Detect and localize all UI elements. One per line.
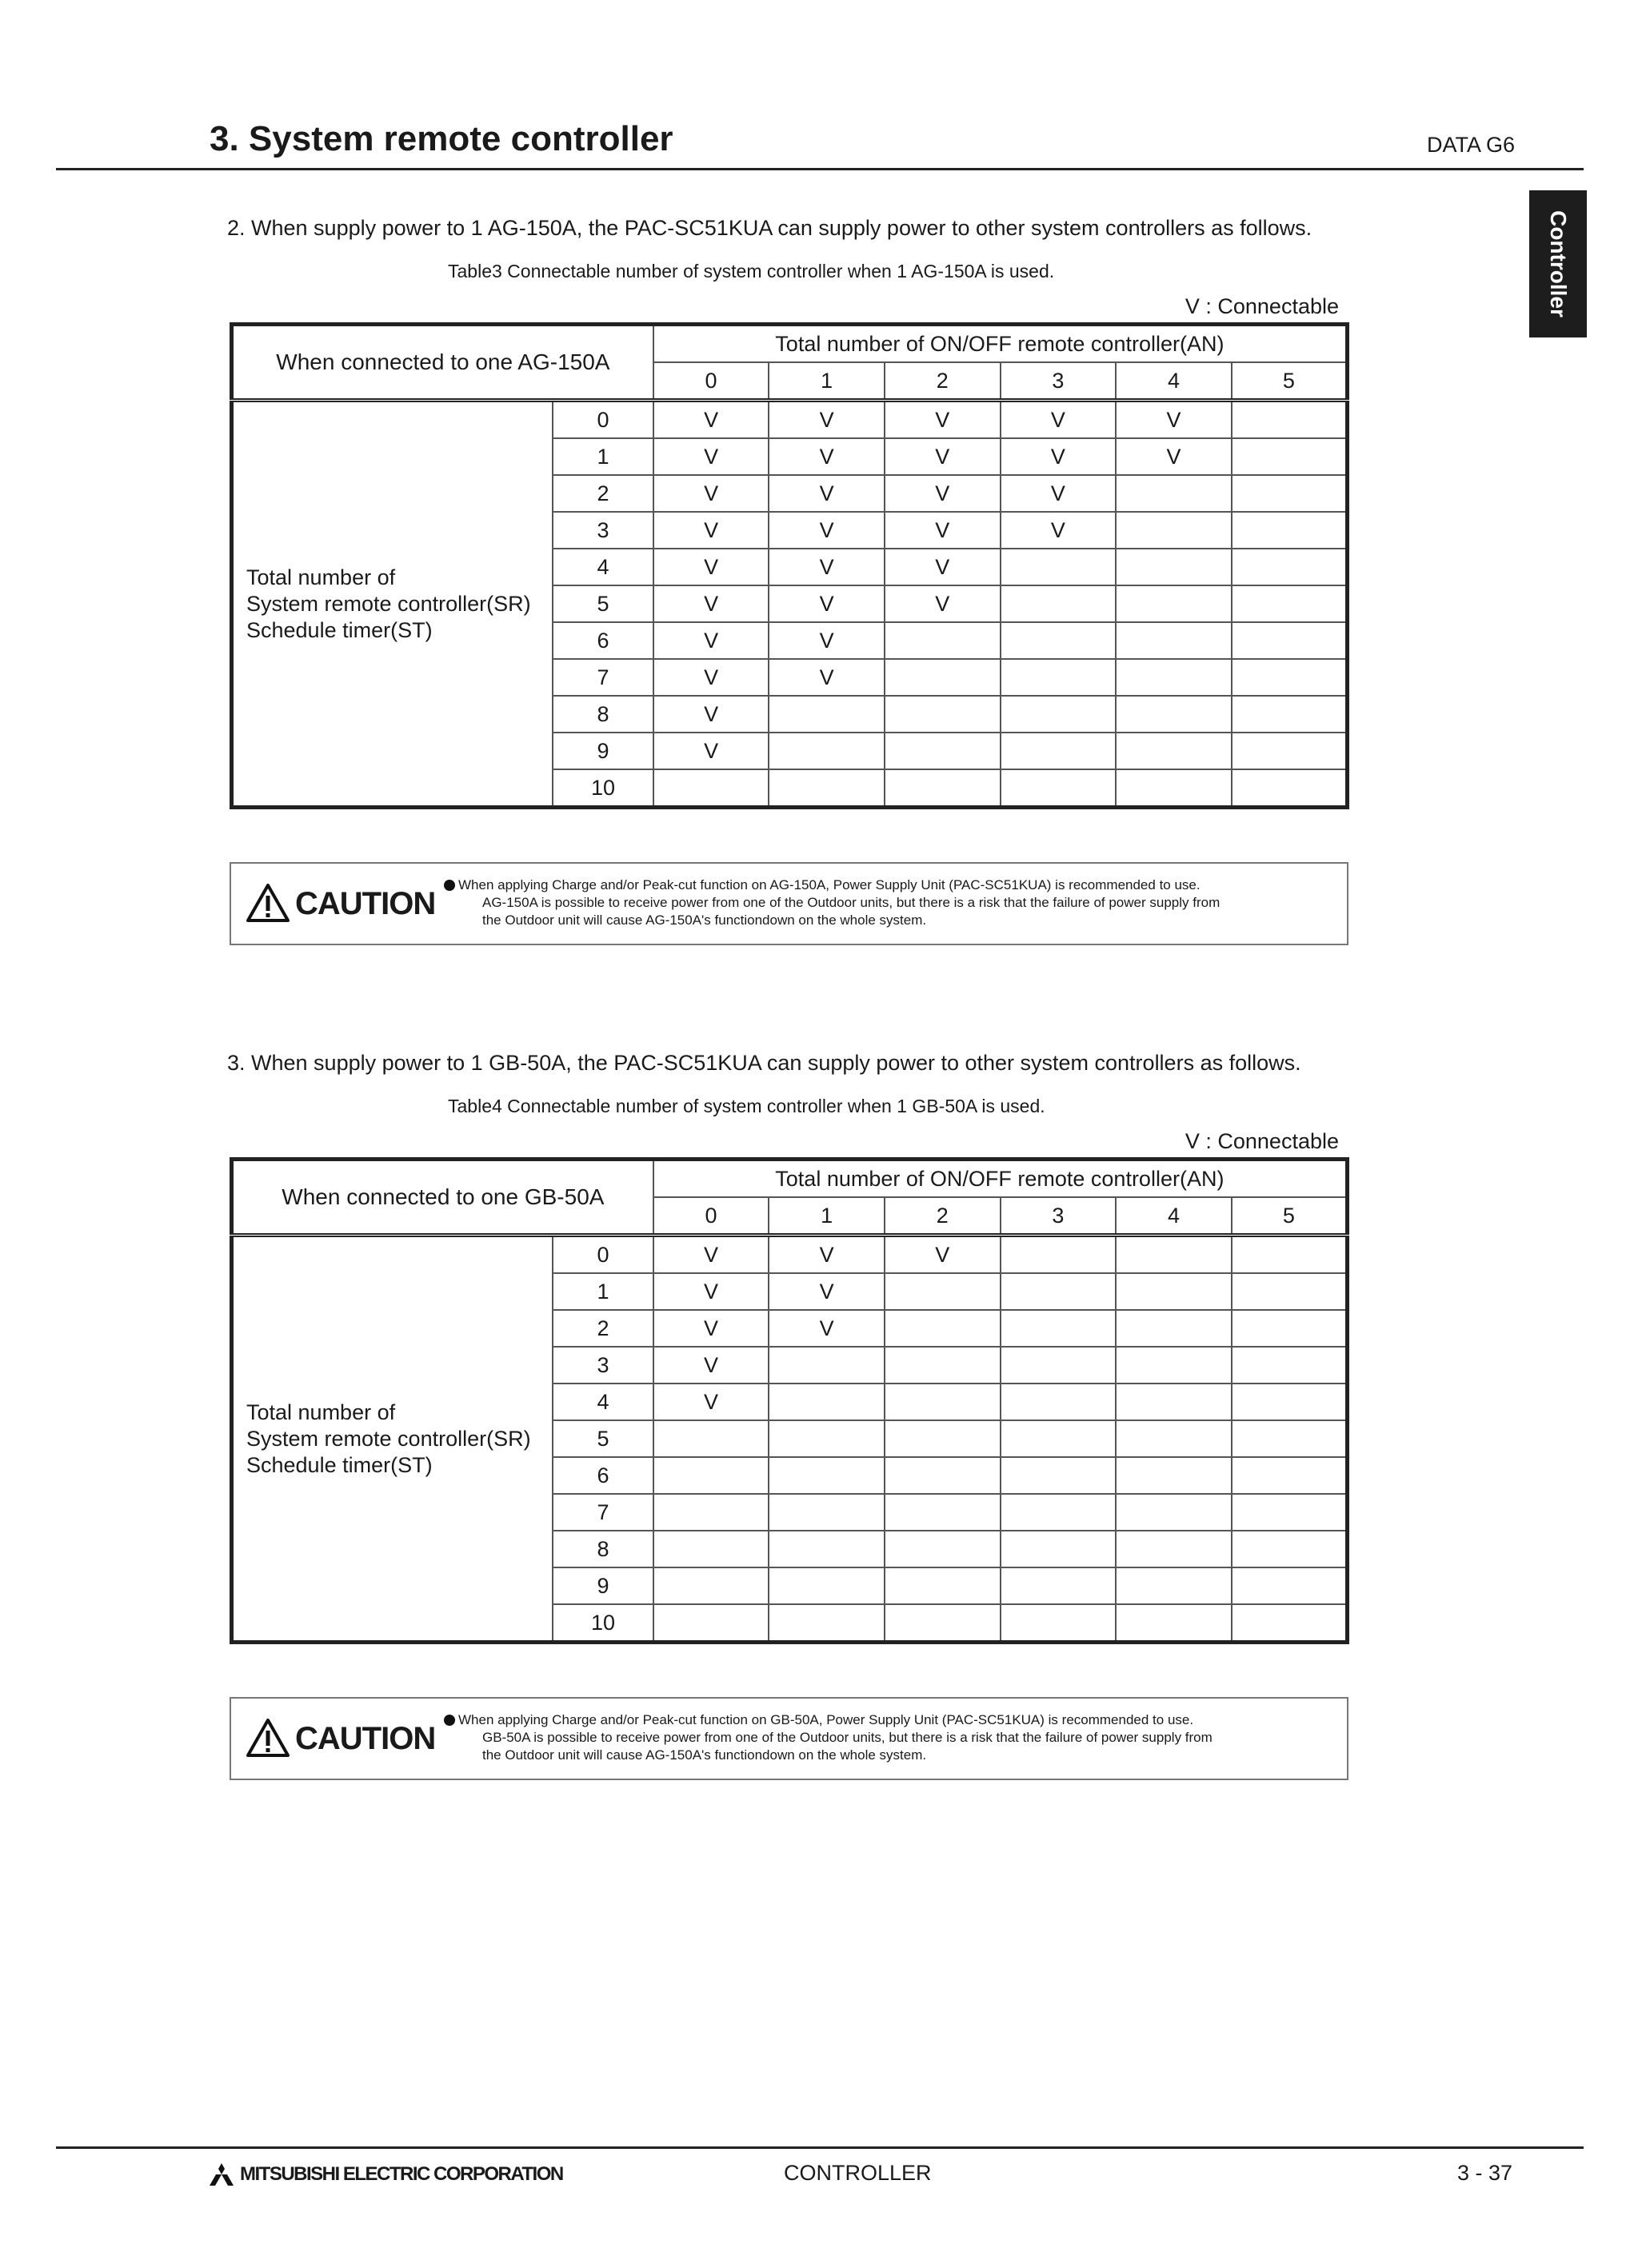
connectable-cell	[653, 1457, 769, 1494]
connectable-cell	[1116, 512, 1232, 549]
table3-legend: V : Connectable	[1185, 294, 1339, 318]
connectable-cell	[1001, 585, 1117, 622]
connectable-cell: V	[885, 401, 1001, 439]
sr-value-cell: 4	[553, 1384, 653, 1420]
sr-value-cell: 9	[553, 733, 653, 769]
connectable-cell	[1001, 769, 1117, 808]
connectable-cell	[1116, 1236, 1232, 1274]
connectable-cell	[1116, 733, 1232, 769]
connectable-cell	[1116, 549, 1232, 585]
caution-line: the Outdoor unit will cause AG-150A's functiondown on the whole system.	[482, 1747, 927, 1763]
sr-value-cell: 0	[553, 1236, 653, 1274]
caution-line: GB-50A is possible to receive power from one of the Outdoor units, but there is a risk that the failure of power supply from	[482, 1730, 1213, 1745]
section2-intro: 2. When supply power to 1 AG-150A, the PAC-SC51KUA can supply power to other system controllers as follows.	[227, 216, 1312, 240]
connectable-cell	[1116, 1531, 1232, 1567]
sr-value-cell: 2	[553, 1310, 653, 1347]
connectable-cell: V	[769, 659, 885, 696]
sr-value-cell: 10	[553, 769, 653, 808]
table4	[230, 1157, 1349, 1644]
connectable-cell	[885, 769, 1001, 808]
bullet-icon	[444, 1715, 455, 1726]
connectable-cell: V	[653, 1384, 769, 1420]
row-label-line: Total number of	[246, 565, 396, 589]
connectable-cell: V	[885, 585, 1001, 622]
footer-rule	[56, 2146, 1584, 2149]
connectable-cell	[1001, 1347, 1117, 1384]
an-value-cell: 3	[1001, 1197, 1117, 1236]
header-rule	[56, 168, 1584, 170]
connectable-cell: V	[769, 475, 885, 512]
connectable-cell	[1001, 1273, 1117, 1310]
sr-value-cell: 6	[553, 1457, 653, 1494]
connectable-cell	[1232, 659, 1348, 696]
connectable-cell: V	[653, 696, 769, 733]
sr-value-cell: 0	[553, 401, 653, 439]
connectable-cell: V	[885, 475, 1001, 512]
connectable-cell	[885, 1420, 1001, 1457]
connectable-cell	[1116, 475, 1232, 512]
connectable-cell: V	[653, 622, 769, 659]
an-value-cell: 2	[885, 1197, 1001, 1236]
table3	[230, 322, 1349, 809]
connectable-cell	[1232, 733, 1348, 769]
connectable-cell	[885, 1494, 1001, 1531]
connectable-cell	[1232, 1236, 1348, 1274]
connectable-cell: V	[769, 1273, 885, 1310]
side-tab-label: Controller	[1546, 210, 1571, 317]
connectable-cell	[1116, 769, 1232, 808]
table4-caption: Table4 Connectable number of system controller when 1 GB-50A is used.	[448, 1096, 1045, 1116]
connectable-cell	[1232, 769, 1348, 808]
connectable-cell	[1116, 1310, 1232, 1347]
connectable-cell	[769, 696, 885, 733]
connectable-cell: V	[653, 512, 769, 549]
connectable-cell	[1001, 1457, 1117, 1494]
caution-text	[458, 1711, 1338, 1764]
connectable-cell	[1116, 1420, 1232, 1457]
sr-value-cell: 8	[553, 696, 653, 733]
connectable-cell	[885, 696, 1001, 733]
connectable-cell	[885, 733, 1001, 769]
connectable-cell	[1001, 733, 1117, 769]
connectable-cell: V	[653, 401, 769, 439]
caution-line: When applying Charge and/or Peak-cut function on AG-150A, Power Supply Unit (PAC-SC51KUA) is recommended to use.	[458, 877, 1201, 892]
connectable-cell: V	[885, 438, 1001, 475]
connectable-cell: V	[653, 733, 769, 769]
company-name: MITSUBISHI ELECTRIC CORPORATION	[240, 2163, 563, 2185]
connectable-cell: V	[1001, 475, 1117, 512]
header-row	[232, 325, 1348, 363]
connectable-cell	[1001, 659, 1117, 696]
connectable-cell	[1116, 1494, 1232, 1531]
caution-text	[458, 876, 1338, 929]
connectable-cell	[1232, 1531, 1348, 1567]
sr-value-cell: 1	[553, 1273, 653, 1310]
bullet-icon	[444, 880, 455, 891]
connectable-cell	[1232, 1420, 1348, 1457]
data-code: DATA G6	[1427, 133, 1516, 157]
sr-value-cell: 7	[553, 1494, 653, 1531]
connectable-cell	[1232, 1273, 1348, 1310]
an-value-cell: 5	[1232, 362, 1348, 401]
connectable-cell	[1116, 622, 1232, 659]
connectable-cell: V	[653, 1310, 769, 1347]
connectable-cell: V	[653, 585, 769, 622]
table3-caption: Table3 Connectable number of system controller when 1 AG-150A is used.	[448, 261, 1055, 282]
page-number: 3 - 37	[1457, 2161, 1513, 2185]
connectable-cell	[769, 1384, 885, 1420]
connectable-cell	[885, 1310, 1001, 1347]
an-header: Total number of ON/OFF remote controller(AN)	[653, 1160, 1348, 1198]
connectable-cell	[653, 1420, 769, 1457]
caution-label: CAUTION	[295, 1721, 436, 1756]
connectable-cell	[653, 769, 769, 808]
section3-intro: 3. When supply power to 1 GB-50A, the PAC-SC51KUA can supply power to other system controllers as follows.	[227, 1051, 1301, 1075]
connectable-cell	[1232, 1494, 1348, 1531]
connectable-cell: V	[1001, 512, 1117, 549]
caution-line: AG-150A is possible to receive power from one of the Outdoor units, but there is a risk that the failure of power supply from	[482, 895, 1221, 910]
connectable-cell	[769, 1420, 885, 1457]
sr-value-cell: 2	[553, 475, 653, 512]
sr-value-cell: 9	[553, 1567, 653, 1604]
table-row	[232, 401, 1348, 439]
connectable-cell	[1116, 659, 1232, 696]
connectable-cell: V	[769, 1310, 885, 1347]
connectable-cell	[885, 1567, 1001, 1604]
sr-value-cell: 4	[553, 549, 653, 585]
an-value-cell: 2	[885, 362, 1001, 401]
connectable-cell	[1116, 585, 1232, 622]
connectable-cell	[769, 733, 885, 769]
sr-value-cell: 7	[553, 659, 653, 696]
three-diamonds-logo-icon	[206, 2163, 237, 2186]
connectable-cell	[1232, 696, 1348, 733]
connectable-cell: V	[769, 401, 885, 439]
connectable-cell: V	[1001, 401, 1117, 439]
an-value-cell: 5	[1232, 1197, 1348, 1236]
connectable-cell	[769, 1347, 885, 1384]
connectable-cell: V	[653, 475, 769, 512]
connectable-cell	[885, 1384, 1001, 1420]
an-header: Total number of ON/OFF remote controller(AN)	[653, 325, 1348, 363]
connectable-cell: V	[1116, 401, 1232, 439]
connectable-cell	[1232, 1457, 1348, 1494]
connectable-cell	[1116, 1457, 1232, 1494]
connectable-cell	[1232, 549, 1348, 585]
connectable-cell: V	[1001, 438, 1117, 475]
connectable-cell: V	[885, 512, 1001, 549]
row-label-line: System remote controller(SR)	[246, 1426, 531, 1451]
connectable-cell	[1001, 1384, 1117, 1420]
connectable-cell	[1116, 1567, 1232, 1604]
row-label-line: Total number of	[246, 1400, 396, 1424]
connectable-cell	[1116, 1384, 1232, 1420]
connectable-cell	[1001, 622, 1117, 659]
connectable-cell: V	[1116, 438, 1232, 475]
side-tab	[1529, 190, 1587, 337]
connectable-cell	[1001, 1494, 1117, 1531]
an-value-cell: 4	[1116, 1197, 1232, 1236]
caution-line: When applying Charge and/or Peak-cut function on GB-50A, Power Supply Unit (PAC-SC51KUA) is recommended to use.	[458, 1712, 1194, 1727]
connectable-cell	[1232, 438, 1348, 475]
sr-value-cell: 10	[553, 1604, 653, 1643]
connectable-cell	[1232, 1604, 1348, 1643]
connectable-cell	[885, 1457, 1001, 1494]
an-value-cell: 4	[1116, 362, 1232, 401]
sr-value-cell: 8	[553, 1531, 653, 1567]
warning-icon	[246, 883, 290, 923]
connectable-cell: V	[653, 1347, 769, 1384]
row-label-line: Schedule timer(ST)	[246, 1452, 433, 1477]
connectable-cell	[885, 1347, 1001, 1384]
connectable-cell	[653, 1604, 769, 1643]
table-corner-label: When connected to one GB-50A	[232, 1160, 653, 1236]
connectable-cell	[1232, 1347, 1348, 1384]
connectable-cell	[1001, 1420, 1117, 1457]
connectable-cell	[885, 1604, 1001, 1643]
warning-icon	[246, 1718, 290, 1758]
connectable-cell	[1001, 1310, 1117, 1347]
connectable-cell: V	[885, 549, 1001, 585]
table4-legend: V : Connectable	[1185, 1129, 1339, 1153]
connectable-cell	[653, 1494, 769, 1531]
connectable-cell	[769, 1567, 885, 1604]
connectable-cell	[1001, 1567, 1117, 1604]
row-label-line: System remote controller(SR)	[246, 591, 531, 616]
an-value-cell: 1	[769, 1197, 885, 1236]
connectable-cell	[1001, 696, 1117, 733]
connectable-cell	[653, 1567, 769, 1604]
connectable-cell	[769, 1494, 885, 1531]
connectable-cell	[1116, 1347, 1232, 1384]
caution-box-2	[230, 1697, 1348, 1780]
sr-value-cell: 3	[553, 512, 653, 549]
connectable-cell	[1001, 1604, 1117, 1643]
sr-value-cell: 5	[553, 585, 653, 622]
connectable-cell: V	[885, 1236, 1001, 1274]
row-label-line: Schedule timer(ST)	[246, 617, 433, 642]
header-row	[232, 1160, 1348, 1198]
page-title: 3. System remote controller	[210, 119, 673, 158]
connectable-cell	[1116, 1273, 1232, 1310]
connectable-cell	[1232, 622, 1348, 659]
caution-line: the Outdoor unit will cause AG-150A's functiondown on the whole system.	[482, 912, 927, 928]
sr-value-cell: 3	[553, 1347, 653, 1384]
connectable-cell	[769, 1531, 885, 1567]
connectable-cell	[1232, 512, 1348, 549]
connectable-cell: V	[769, 1236, 885, 1274]
connectable-cell: V	[653, 1236, 769, 1274]
table-row	[232, 1236, 1348, 1274]
connectable-cell	[1116, 1604, 1232, 1643]
connectable-cell	[1116, 696, 1232, 733]
connectable-cell	[885, 622, 1001, 659]
connectable-cell	[1232, 475, 1348, 512]
connectable-cell: V	[769, 549, 885, 585]
caution-label: CAUTION	[295, 886, 436, 921]
connectable-cell	[1232, 585, 1348, 622]
connectable-cell: V	[653, 1273, 769, 1310]
connectable-cell	[653, 1531, 769, 1567]
connectable-cell	[1001, 1531, 1117, 1567]
row-group-label	[232, 1236, 553, 1643]
connectable-cell	[769, 769, 885, 808]
connectable-cell	[1232, 1310, 1348, 1347]
caution-box-1	[230, 862, 1348, 945]
connectable-cell	[1232, 1384, 1348, 1420]
an-value-cell: 0	[653, 362, 769, 401]
connectable-cell: V	[653, 659, 769, 696]
connectable-cell	[885, 659, 1001, 696]
sr-value-cell: 5	[553, 1420, 653, 1457]
an-value-cell: 0	[653, 1197, 769, 1236]
connectable-cell: V	[653, 549, 769, 585]
connectable-cell	[885, 1531, 1001, 1567]
connectable-cell	[769, 1604, 885, 1643]
table-corner-label: When connected to one AG-150A	[232, 325, 653, 401]
connectable-cell: V	[769, 622, 885, 659]
sr-value-cell: 1	[553, 438, 653, 475]
connectable-cell	[1232, 401, 1348, 439]
connectable-cell	[769, 1457, 885, 1494]
connectable-cell: V	[653, 438, 769, 475]
connectable-cell	[1232, 1567, 1348, 1604]
connectable-cell	[1001, 549, 1117, 585]
footer-section: CONTROLLER	[784, 2161, 932, 2185]
an-value-cell: 3	[1001, 362, 1117, 401]
connectable-cell	[885, 1273, 1001, 1310]
connectable-cell	[1001, 1236, 1117, 1274]
connectable-cell: V	[769, 512, 885, 549]
connectable-cell: V	[769, 438, 885, 475]
connectable-cell: V	[769, 585, 885, 622]
an-value-cell: 1	[769, 362, 885, 401]
sr-value-cell: 6	[553, 622, 653, 659]
row-group-label	[232, 401, 553, 808]
